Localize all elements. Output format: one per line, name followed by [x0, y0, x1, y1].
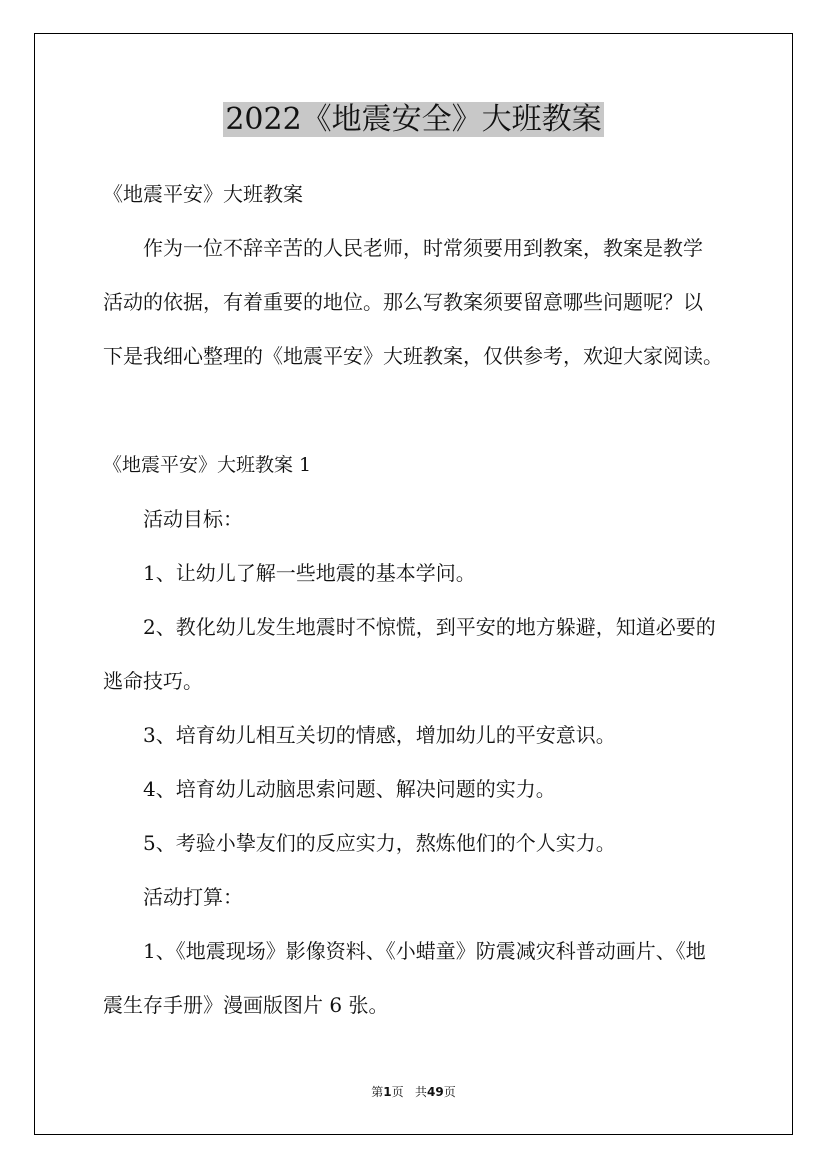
goal-item-4: 4、培育幼儿动脑思索问题、解决问题的实力。: [143, 777, 556, 801]
intro-line-1: 作为一位不辞辛苦的人民老师，时常须要用到教案，教案是教学: [143, 236, 703, 260]
footer-page-suffix: 页: [443, 1085, 456, 1099]
prep-item-1: 1、《地震现场》影像资料、《小蜡童》防震减灾科普动画片、《地: [143, 939, 706, 963]
goal-item-1: 1、让幼儿了解一些地震的基本学问。: [143, 561, 476, 585]
prep-item-1-continued: 震生存手册》漫画版图片 6 张。: [103, 993, 389, 1017]
footer-page-mid: 页 共: [391, 1085, 428, 1099]
goal-item-5: 5、考验小挚友们的反应实力，熬炼他们的个人实力。: [143, 831, 616, 855]
footer-page-total: 49: [427, 1085, 444, 1099]
footer-page-prefix: 第: [371, 1085, 384, 1099]
goal-item-3: 3、培育幼儿相互关切的情感，增加幼儿的平安意识。: [143, 723, 616, 747]
intro-line-3: 下是我细心整理的《地震平安》大班教案，仅供参考，欢迎大家阅读。: [103, 344, 723, 368]
document-title: [0, 98, 827, 142]
goal-item-2: 2、教化幼儿发生地震时不惊慌，到平安的地方躲避，知道必要的: [143, 615, 716, 639]
intro-line-2: 活动的依据，有着重要的地位。那么写教案须要留意哪些问题呢？以: [103, 290, 703, 314]
section-heading: 《地震平安》大班教案 1: [103, 454, 312, 476]
goal-item-2-continued: 逃命技巧。: [103, 669, 203, 693]
page-footer: [0, 1084, 827, 1100]
prep-heading: 活动打算：: [143, 885, 243, 909]
goals-heading: 活动目标：: [143, 507, 243, 531]
document-title-text: 2022《地震安全》大班教案: [225, 102, 602, 137]
footer-page-current: 1: [383, 1085, 392, 1099]
document-subtitle: 《地震平安》大班教案: [103, 182, 303, 206]
